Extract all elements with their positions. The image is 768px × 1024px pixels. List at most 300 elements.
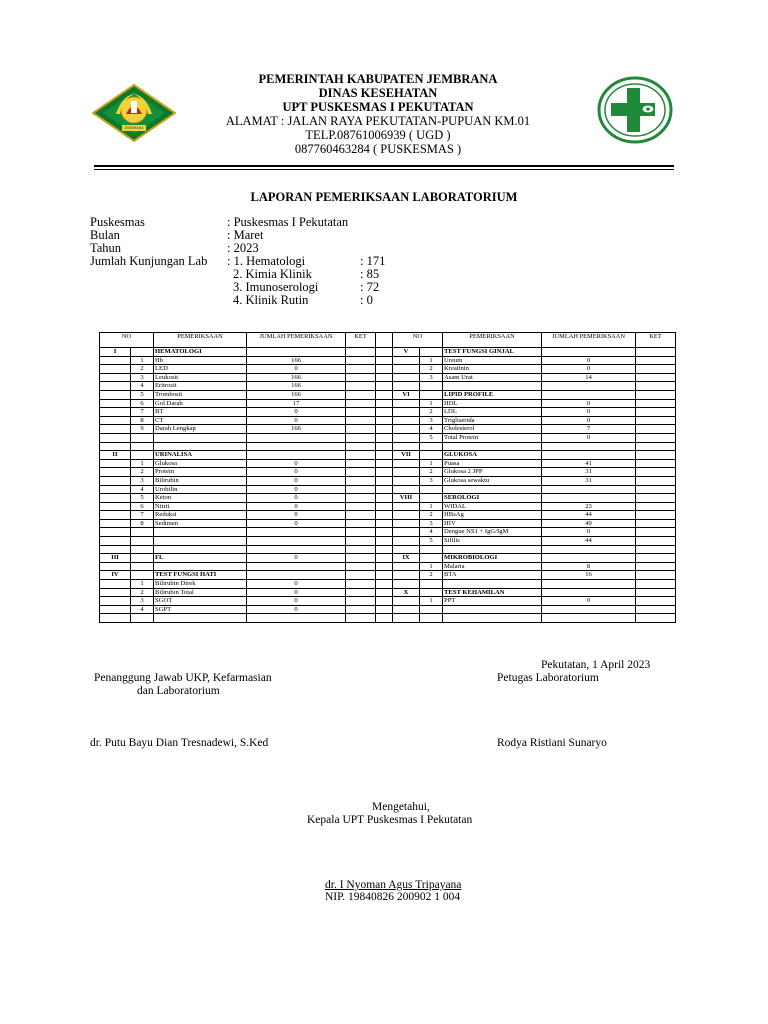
section-number [100,580,131,589]
table-row [100,502,676,511]
column-gap [376,528,393,537]
item-number: 1 [420,562,443,571]
item-name: TEST KEHAMILAN [443,588,542,597]
item-note [346,580,376,589]
right-signer-name: Rodya Ristiani Sunaryo [497,737,607,749]
item-count: 0 [247,588,346,597]
item-name [154,614,247,623]
item-number: 1 [420,502,443,511]
section-number [100,476,131,485]
kunjungan-hematologi: : 1. Hematologi [227,254,306,268]
item-number [131,545,154,554]
column-gap [376,562,393,571]
header-divider-thin [94,169,674,170]
item-count [247,451,346,460]
item-name [154,442,247,451]
item-name [154,537,247,546]
item-note [346,545,376,554]
item-name: TEST FUNGSI HATI [154,571,247,580]
section-number: VIII [393,494,420,503]
section-number [100,382,131,391]
header-pemeriksaan-left: PEMERIKSAAN [154,333,247,348]
item-name: Dengue NS1 + IgG/IgM [443,528,542,537]
item-number: 8 [131,416,154,425]
item-number: 7 [131,408,154,417]
jembrana-emblem-text: JEMBRANA [124,126,144,130]
kunjungan-hematologi-value: : 171 [360,254,386,268]
item-count: 0 [542,356,636,365]
column-gap [376,390,393,399]
item-count [247,545,346,554]
section-number [393,373,420,382]
section-number [393,562,420,571]
column-gap [376,442,393,451]
item-name: SGPT [154,605,247,614]
mengetahui-label: Mengetahui, [372,801,430,813]
item-name: GLUKOSA [443,451,542,460]
section-number [393,425,420,434]
item-number: 5 [420,537,443,546]
item-number: 1 [420,399,443,408]
column-gap [376,399,393,408]
item-number: 8 [131,519,154,528]
section-number [100,537,131,546]
item-name: HDL [443,399,542,408]
item-number: 1 [420,597,443,606]
item-count [542,348,636,357]
section-number [100,519,131,528]
table-row [100,365,676,374]
item-count: 166 [247,425,346,434]
puskesmas-value: : Puskesmas I Pekutatan [227,215,349,229]
section-number [393,519,420,528]
section-number [100,416,131,425]
item-name: Gol Darah [154,399,247,408]
item-number: 2 [131,588,154,597]
item-number [131,528,154,537]
item-number [420,494,443,503]
item-number [131,614,154,623]
item-count: 166 [247,390,346,399]
section-number [393,365,420,374]
item-name [154,433,247,442]
item-number: 3 [131,476,154,485]
section-number [393,442,420,451]
item-count: 0 [542,399,636,408]
header-phone-puskesmas: 087760463284 ( PUSKESMAS ) [294,142,462,156]
item-name: Sifilis [443,537,542,546]
section-number [100,408,131,417]
kepala-name: dr. I Nyoman Agus Tripayana [325,879,462,891]
item-name: Total Protein [443,433,542,442]
item-name: Glukosa [154,459,247,468]
item-note [346,588,376,597]
section-number [100,356,131,365]
header-no-left: NO [100,333,154,348]
puskesmas-cross-logo [597,76,673,144]
item-note [346,571,376,580]
column-gap [376,333,393,348]
section-number [393,614,420,623]
column-gap [376,468,393,477]
table-row [100,390,676,399]
item-name: Asam Urat [443,373,542,382]
item-name [154,545,247,554]
item-name: Bilirubin Total [154,588,247,597]
item-count: 17 [247,399,346,408]
item-number: 4 [131,382,154,391]
header-jumlah-left: JUMLAH PEMERIKSAAN [247,333,346,348]
column-gap [376,605,393,614]
header-ket-right: KET [636,333,676,348]
section-number [100,605,131,614]
column-gap [376,494,393,503]
item-count: 0 [542,528,636,537]
kunjungan-klinik-rutin-value: : 0 [360,293,373,307]
column-gap [376,519,393,528]
section-number [100,562,131,571]
item-note [636,356,676,365]
item-note [346,476,376,485]
header-pemeriksaan-right: PEMERIKSAAN [443,333,542,348]
item-note [636,348,676,357]
item-count: 0 [247,485,346,494]
item-count [542,382,636,391]
section-number [393,416,420,425]
section-number [100,365,131,374]
section-number: IV [100,571,131,580]
item-note [346,459,376,468]
table-row [100,580,676,589]
table-row [100,562,676,571]
report-date: Pekutatan, 1 April 2023 [541,659,651,671]
kunjungan-label: Jumlah Kunjungan Lab [90,254,208,268]
item-name [443,605,542,614]
item-name [443,545,542,554]
item-number [131,537,154,546]
section-number [393,356,420,365]
item-count: 0 [247,476,346,485]
item-name: HBsAg [443,511,542,520]
item-note [346,554,376,563]
item-number: 1 [131,459,154,468]
item-name: SEROLOGI [443,494,542,503]
section-number [393,459,420,468]
item-note [636,433,676,442]
item-number [131,348,154,357]
item-note [346,451,376,460]
item-number [420,614,443,623]
header-address: ALAMAT : JALAN RAYA PEKUTATAN-PUPUAN KM.01 [225,114,531,128]
left-signer-role: Penanggung Jawab UKP, Kefarmasian [94,672,272,684]
table-row [100,468,676,477]
item-note [636,494,676,503]
item-name: Hb [154,356,247,365]
item-name: LDL [443,408,542,417]
item-name [443,614,542,623]
item-number: 2 [131,468,154,477]
header-department: DINAS KESEHATAN [318,86,438,100]
item-number [131,554,154,563]
section-number [393,605,420,614]
item-number: 3 [420,519,443,528]
item-note [346,399,376,408]
item-number: 2 [420,468,443,477]
item-name: Cholesterol [443,425,542,434]
item-note [636,459,676,468]
item-count: 23 [542,502,636,511]
item-number: 4 [131,605,154,614]
item-count: 41 [542,459,636,468]
column-gap [376,451,393,460]
item-note [636,365,676,374]
item-number: 5 [420,433,443,442]
header-no-right: NO [393,333,443,348]
item-count [542,451,636,460]
item-note [636,468,676,477]
section-number: IX [393,554,420,563]
table-row [100,416,676,425]
item-count: 0 [247,605,346,614]
item-note [346,416,376,425]
section-number [100,511,131,520]
item-note [346,356,376,365]
table-row [100,442,676,451]
item-note [636,408,676,417]
item-count [542,614,636,623]
item-note [346,442,376,451]
table-row [100,597,676,606]
item-note [636,511,676,520]
item-count: 44 [542,537,636,546]
item-note [346,605,376,614]
section-number [100,442,131,451]
item-count: 14 [542,373,636,382]
item-number [420,451,443,460]
item-count: 49 [542,519,636,528]
item-count: 0 [247,459,346,468]
item-number: 1 [420,356,443,365]
item-note [636,425,676,434]
table-row [100,382,676,391]
column-gap [376,485,393,494]
item-name: Bilirubin [154,476,247,485]
section-number [393,433,420,442]
table-row [100,408,676,417]
table-row [100,485,676,494]
item-name: LIPID PROFILE [443,390,542,399]
item-note [636,390,676,399]
item-name: Malaria [443,562,542,571]
item-note [346,494,376,503]
item-count: 0 [247,468,346,477]
item-count: 31 [542,468,636,477]
section-number [393,571,420,580]
lab-results-table [99,332,676,623]
item-number: 5 [131,390,154,399]
table-row [100,373,676,382]
item-name: WIDAL [443,502,542,511]
item-number: 2 [420,408,443,417]
table-row [100,519,676,528]
item-count: 0 [247,554,346,563]
item-number [131,571,154,580]
section-number [100,502,131,511]
item-note [636,382,676,391]
item-number: 4 [131,485,154,494]
item-count [542,442,636,451]
header-jumlah-right: JUMLAH PEMERIKSAAN [542,333,636,348]
item-note [636,373,676,382]
item-count [247,442,346,451]
table-row [100,554,676,563]
item-name: FL [154,554,247,563]
table-row [100,433,676,442]
section-number [100,459,131,468]
section-number [393,485,420,494]
item-number [131,433,154,442]
item-number [420,545,443,554]
table-row [100,476,676,485]
section-number [393,537,420,546]
item-name: Trigliserida [443,416,542,425]
item-count [542,588,636,597]
item-name: Urobilin [154,485,247,494]
table-row [100,545,676,554]
item-count [247,614,346,623]
item-count: 166 [247,373,346,382]
item-name: Nitrit [154,502,247,511]
item-name [154,528,247,537]
item-name: Reduksi [154,511,247,520]
column-gap [376,502,393,511]
item-name: Puasa [443,459,542,468]
table-row [100,399,676,408]
item-count [542,545,636,554]
item-number [131,562,154,571]
item-note [346,468,376,477]
puskesmas-label: Puskesmas [90,215,145,229]
item-note [346,433,376,442]
section-number [393,382,420,391]
section-number [100,390,131,399]
item-note [636,442,676,451]
item-count [247,433,346,442]
item-number [420,390,443,399]
column-gap [376,408,393,417]
item-count [247,348,346,357]
item-name: URINALISA [154,451,247,460]
column-gap [376,373,393,382]
item-number: 1 [420,459,443,468]
item-name: HEMATOLOGI [154,348,247,357]
section-number: VI [393,390,420,399]
item-count: 0 [247,511,346,520]
item-count: 0 [247,365,346,374]
item-number [131,442,154,451]
section-number [100,597,131,606]
section-number [100,545,131,554]
item-note [636,537,676,546]
kepala-role: Kepala UPT Puskesmas I Pekutatan [307,814,473,826]
item-note [346,348,376,357]
item-name [443,580,542,589]
column-gap [376,511,393,520]
item-number: 2 [420,571,443,580]
item-name: Bilirubin Direk [154,580,247,589]
section-number [393,468,420,477]
item-count: 0 [542,365,636,374]
column-gap [376,571,393,580]
item-count: 0 [247,502,346,511]
item-count [542,580,636,589]
item-count [247,562,346,571]
kunjungan-kimia-value: : 85 [360,267,380,281]
item-note [346,390,376,399]
item-note [636,502,676,511]
kunjungan-kimia: 2. Kimia Klinik [233,267,312,281]
item-count: 0 [542,408,636,417]
section-number [393,511,420,520]
item-note [636,571,676,580]
item-count [247,528,346,537]
section-number [393,597,420,606]
section-number [100,425,131,434]
item-note [636,476,676,485]
bulan-value: : Maret [227,228,264,242]
item-note [636,519,676,528]
item-name [154,562,247,571]
item-name [443,485,542,494]
item-note [636,416,676,425]
item-note [636,580,676,589]
item-note [346,614,376,623]
item-number [420,442,443,451]
column-gap [376,597,393,606]
item-note [636,528,676,537]
item-number: 3 [420,476,443,485]
item-name: Sedimen [154,519,247,528]
table-row [100,588,676,597]
item-number: 3 [420,373,443,382]
section-number: V [393,348,420,357]
item-number: 7 [131,511,154,520]
item-count: 0 [542,597,636,606]
item-name: TEST FUNGSI GINJAL [443,348,542,357]
item-name: HIV [443,519,542,528]
kunjungan-imunoserologi-value: : 72 [360,280,380,294]
section-number: VII [393,451,420,460]
table-row [100,356,676,365]
item-note [636,451,676,460]
kepala-nip: NIP. 19840826 200902 1 004 [325,891,461,903]
kunjungan-klinik-rutin: 4. Klinik Rutin [233,293,309,307]
bulan-label: Bulan [90,228,120,242]
item-note [346,519,376,528]
section-number [393,580,420,589]
table-row [100,571,676,580]
section-number [100,494,131,503]
column-gap [376,416,393,425]
right-signer-role: Petugas Laboratorium [497,672,599,684]
section-number: X [393,588,420,597]
item-count: 0 [247,416,346,425]
item-count: 16 [542,571,636,580]
item-number: 2 [131,365,154,374]
section-number [393,545,420,554]
table-row [100,459,676,468]
table-row [100,494,676,503]
